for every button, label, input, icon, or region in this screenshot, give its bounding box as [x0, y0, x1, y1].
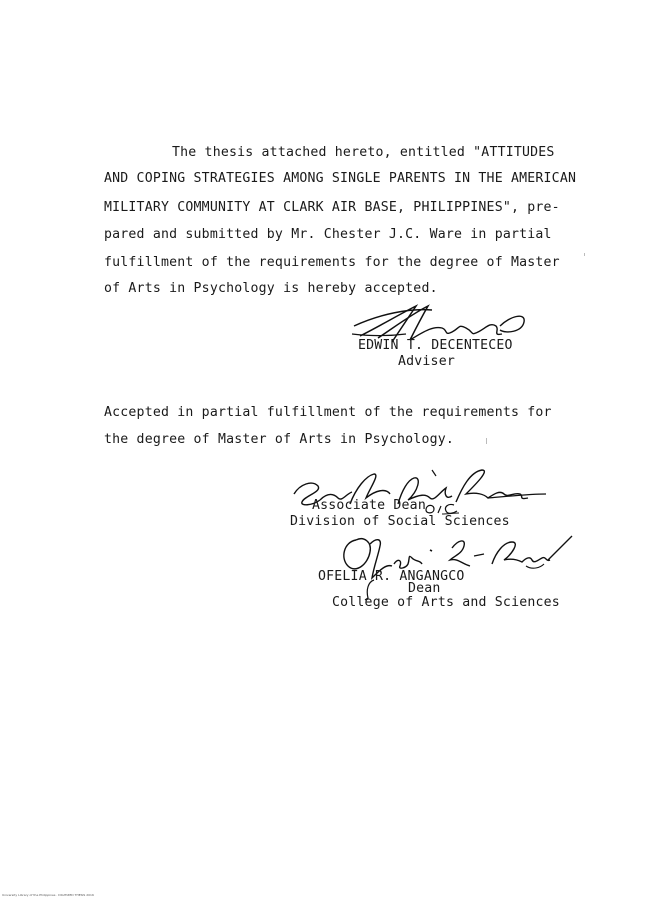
associate-dean-division: Division of Social Sciences — [290, 514, 510, 529]
dean-name: OFELIA R. ANGANGCO — [318, 569, 465, 584]
scan-speck — [486, 438, 487, 444]
adviser-title: Adviser — [398, 354, 455, 369]
certification-line-4: pared and submitted by Mr. Chester J.C. Ware in partial — [104, 227, 552, 242]
dean-college: College of Arts and Sciences — [332, 595, 560, 610]
certification-line-1: The thesis attached hereto, entitled "ATTITUDES — [172, 145, 555, 160]
certification-line-5: fulfillment of the requirements for the degree of Master — [104, 255, 560, 270]
certification-line-6: of Arts in Psychology is hereby accepted. — [104, 281, 438, 296]
associate-dean-title: Associate Dean — [312, 498, 426, 513]
scan-speck — [584, 253, 585, 256]
dean-title: Dean — [408, 581, 441, 596]
footer-imprint: University Library of the Philippines · DIGITIZED THESIS 2016 — [2, 893, 94, 897]
certification-line-3: MILITARY COMMUNITY AT CLARK AIR BASE, PHILIPPINES", pre- — [104, 200, 560, 215]
certification-line-2: AND COPING STRATEGIES AMONG SINGLE PARENTS IN THE AMERICAN — [104, 171, 577, 186]
adviser-name: EDWIN T. DECENTECEO — [358, 338, 513, 353]
acceptance-line-2: the degree of Master of Arts in Psychology. — [104, 432, 455, 447]
oic-handwritten-note — [424, 501, 460, 515]
acceptance-line-1: Accepted in partial fulfillment of the requirements for — [104, 405, 552, 420]
